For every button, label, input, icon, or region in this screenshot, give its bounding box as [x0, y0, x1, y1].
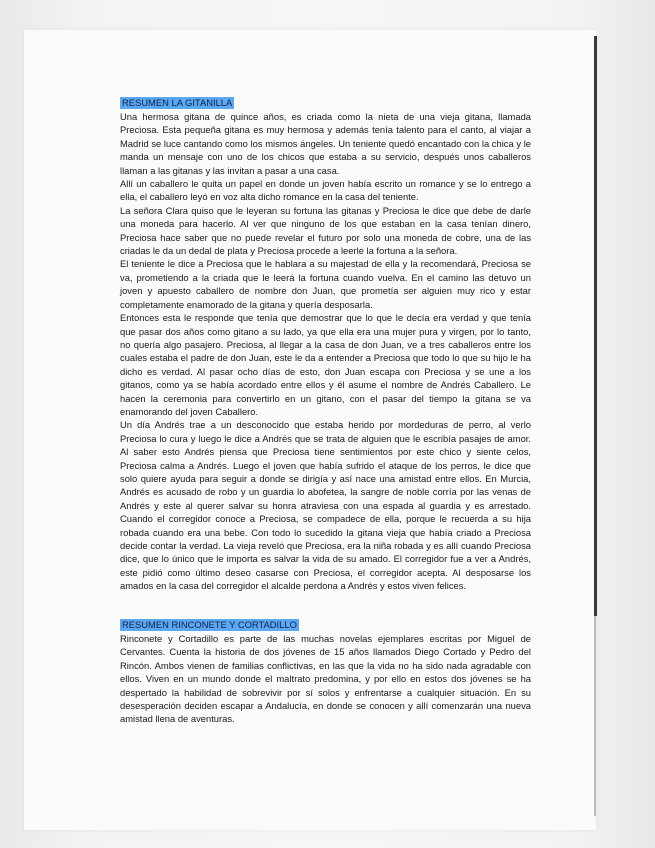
paragraph: El teniente le dice a Preciosa que le hablara a su majestad de ella y la recomendará, Preciosa se va, prometiendo a la criada que le leerá la fortuna cuando vuelva. En el camino las detuvo un joven y apuesto caballero de nombre don Juan, que prometía ser alguien muy rico y estar completamente enamorado de la gitana y quería desposarla.: [120, 258, 531, 310]
paragraph: Allí un caballero le quita un papel en donde un joven había escrito un romance y se lo entrego a ella, el caballero leyó en voz alta dicho romance en la casa del teniente.: [120, 178, 531, 203]
section-rinconete-y-cortadillo: [120, 618, 531, 726]
paragraph: Un día Andrés trae a un desconocido que estaba herido por mordeduras de perro, al verlo Preciosa lo cura y luego le dice a Andrés que se trata de alguien que le escribía pasajes de amor. Al saber esto Andrés piensa que Preciosa tiene sentimientos por este chico y siente celos, Preciosa calma a Andrés. Luego el joven que había sufrido el ataque de los perros, le dice que solo quiere ayuda para seguir a donde se dirigía y así nace una amistad entre ellos. En Murcia, Andrés es acusado de robo y un guardia lo abofetea, la sangre de noble corría por las venas de Andrés y este al querer salvar su honra atraviesa con una espada al guardia y es arrestado. Cuando el corregidor conoce a Preciosa, se compadece de ella, porque le recuerda a su hija robada cuando era una bebe. Con todo lo sucedido la gitana vieja que había criado a Preciosa decide contar la verdad. La vieja reveló que Preciosa, era la niña robada y es allí cuando Preciosa dice, que lo único que le importa es salvar la vida de su amado. El corregidor fue a ver a Andrés, este pidió como último deseo casarse con Preciosa, el corregidor acepta. Al desposarse los amados en la casa del corregidor el alcalde perdona a Andrés y estos viven felices.: [120, 419, 531, 592]
section-heading-la-gitanilla: RESUMEN LA GITANILLA: [122, 97, 233, 108]
paragraph: La señora Clara quiso que le leyeran su fortuna las gitanas y Preciosa le dice que debe de darle una moneda para hacerlo. Al ver que ninguno de los que estaban en la casa tenían dinero, Preciosa hace saber que no puede revelar el futuro por solo una moneda de cobre, una de las criadas le da un dedal de plata y Preciosa procede a leerle la fortuna a la señora.: [120, 204, 531, 257]
paragraph: Una hermosa gitana de quince años, es criada como la nieta de una vieja gitana, llamada Preciosa. Esta pequeña gitana es muy hermosa y además tenía talento para el canto, al viajar a Madrid se luce cantando como los mismos ángeles. Un teniente quedó encantado con la chica y le manda un mensaje con uno de los chicos que estaba a su servicio, después unos caballeros llaman a las gitanas y las invitan a pasar a una casa.: [120, 111, 531, 176]
paper-edge-shadow-lower: [594, 616, 596, 816]
paragraph: Rinconete y Cortadillo es parte de las muchas novelas ejemplares escritas por Miguel de Cervantes. Cuenta la historia de dos jóvenes de 15 años llamados Diego Cortado y Pedro del Rincón. Ambos vienen de familias conflictivas, en las que la vida no ha sido nada agradable con ellos. Viven en un mundo donde el maltrato predomina, y por ello en estos dos jóvenes se ha despertado la habilidad de sobrevivir por sí solos y enfrentarse a cualquier situación. En su desesperación deciden escapar a Andalucía, en donde se conocen y allí comenzarán una nueva amistad llena de aventuras.: [120, 633, 531, 725]
paragraph: Entonces esta le responde que tenía que demostrar que lo que le decía era verdad y que tenía que pasar dos años como gitano a su lado, ya que ella era una mujer pura y virgen, por lo tanto, no quería algo pasajero. Preciosa, al llegar a la casa de don Juan, ve a tres caballeros entre los cuales estaba el padre de don Juan, este le da a entender a Preciosa que todo lo que su hijo le ha dicho es verdad. Al pasar ocho días de esto, don Juan escapa con Preciosa y se une a los gitanos, como ya se había acordado entre ellos y él asume el nombre de Andrés Caballero. Le hacen la ceremonia para convertirlo en un gitano, con el pasar del tiempo la gitana se va enamorando del joven Caballero.: [120, 312, 531, 417]
paper-edge-shadow: [594, 36, 597, 616]
section-heading-rinconete-y-cortadillo: RESUMEN RINCONETE Y CORTADILLO: [122, 619, 297, 630]
section-la-gitanilla: [120, 96, 531, 593]
